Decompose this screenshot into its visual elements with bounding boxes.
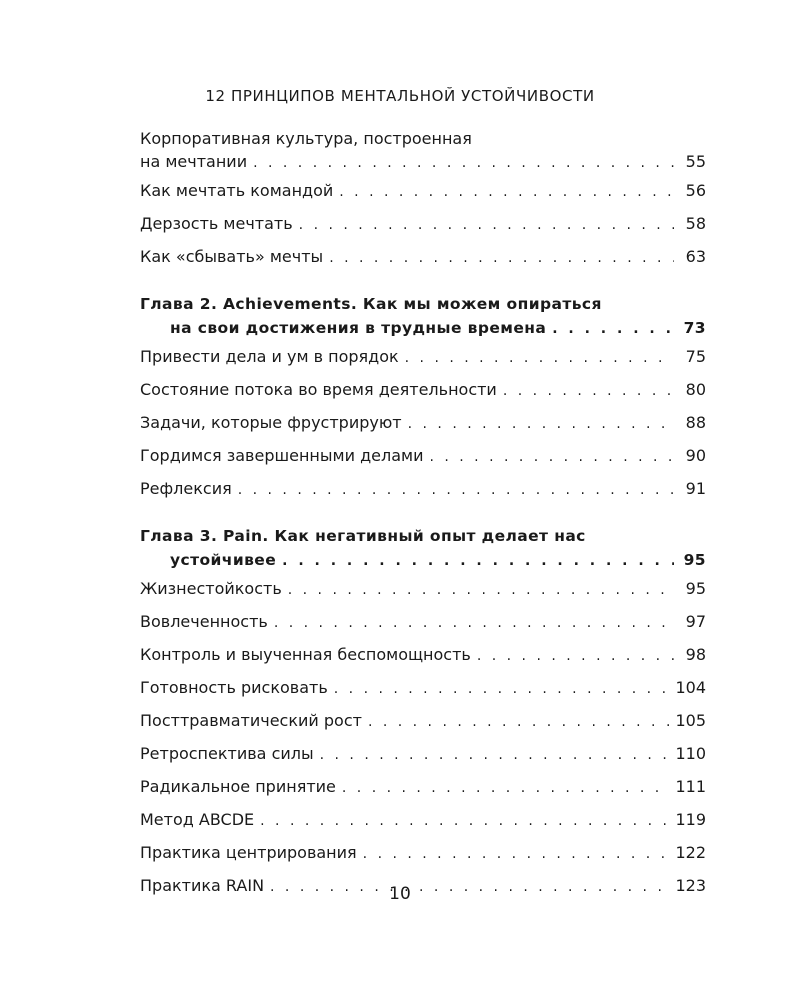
- toc-entry: [140, 837, 706, 870]
- toc-entry-title: Рефлексия: [140, 479, 232, 498]
- leader-dots: [274, 608, 674, 639]
- toc-entry-title: Практика RAIN: [140, 876, 265, 895]
- toc-entry-page: 119: [675, 810, 706, 829]
- toc-entry-page: 95: [685, 579, 706, 598]
- chapter-title-line2: на свои достижения в трудные времена: [170, 319, 547, 337]
- toc-entry-page: 56: [685, 181, 706, 200]
- chapter-heading: [140, 292, 706, 341]
- leader-dots: [408, 409, 674, 440]
- chapter-page: 95: [683, 551, 706, 569]
- toc-entry-title-line1: Корпоративная культура, построенная: [140, 129, 472, 148]
- leader-dots: [253, 152, 674, 175]
- leader-dots: [299, 210, 674, 241]
- toc-entry: [140, 738, 706, 771]
- toc-entry-title: Как «сбывать» мечты: [140, 247, 324, 266]
- leader-dots: [282, 549, 674, 573]
- leader-dots: [334, 674, 670, 705]
- table-of-contents: [140, 127, 706, 903]
- toc-entry-title: Дерзость мечтать: [140, 214, 293, 233]
- leader-dots: [477, 641, 674, 672]
- leader-dots: [238, 475, 674, 506]
- chapter-title-line1: Глава 2. Achievements. Как мы можем опираться: [140, 295, 602, 313]
- leader-dots: [320, 740, 670, 771]
- leader-dots: [329, 243, 674, 274]
- leader-dots: [342, 773, 670, 804]
- chapter-title-line2: устойчивее: [170, 551, 277, 569]
- toc-entry: [140, 175, 706, 208]
- toc-entry: [140, 407, 706, 440]
- toc-entry-title: Готовность рисковать: [140, 678, 328, 697]
- toc-entry-title: Как мечтать командой: [140, 181, 334, 200]
- leader-dots: [339, 177, 674, 208]
- toc-entry-title: Вовлеченность: [140, 612, 268, 631]
- toc-entry-page: 80: [685, 380, 706, 399]
- toc-entry-title: Радикальное принятие: [140, 777, 336, 796]
- chapter-heading: [140, 524, 706, 573]
- toc-entry: [140, 241, 706, 274]
- toc-entry-title: Привести дела и ум в порядок: [140, 347, 399, 366]
- toc-entry-page: 97: [685, 612, 706, 631]
- toc-entry: [140, 374, 706, 407]
- toc-entry-title: Задачи, которые фрустрируют: [140, 413, 402, 432]
- toc-entry: [140, 127, 706, 175]
- toc-entry-page: 111: [675, 777, 706, 796]
- leader-dots: [288, 575, 674, 606]
- toc-entry-page: 110: [675, 744, 706, 763]
- toc-entry-page: 88: [685, 413, 706, 432]
- toc-entry-title-line2: на мечтании: [140, 152, 248, 171]
- toc-entry-page: 123: [675, 876, 706, 895]
- running-head: 12 ПРИНЦИПОВ МЕНТАЛЬНОЙ УСТОЙЧИВОСТИ: [205, 87, 595, 105]
- chapter-title-line1: Глава 3. Pain. Как негативный опыт делает нас: [140, 527, 586, 545]
- leader-dots: [503, 376, 674, 407]
- toc-entry: [140, 804, 706, 837]
- leader-dots: [260, 806, 669, 837]
- toc-entry-page: 55: [685, 152, 706, 171]
- toc-entry-title: Посттравматический рост: [140, 711, 362, 730]
- toc-entry: [140, 573, 706, 606]
- page-number: 10: [389, 884, 411, 904]
- toc-entry-title: Контроль и выученная беспомощность: [140, 645, 471, 664]
- toc-entry-page: 98: [685, 645, 706, 664]
- toc-entry-title: Жизнестойкость: [140, 579, 282, 598]
- toc-entry-page: 91: [685, 479, 706, 498]
- toc-entry-page: 58: [685, 214, 706, 233]
- toc-entry: [140, 208, 706, 241]
- toc-entry: [140, 440, 706, 473]
- toc-entry: [140, 771, 706, 804]
- toc-entry-page: 105: [675, 711, 706, 730]
- toc-entry-page: 90: [685, 446, 706, 465]
- leader-dots: [429, 442, 674, 473]
- toc-entry-title: Состояние потока во время деятельности: [140, 380, 497, 399]
- leader-dots: [552, 317, 674, 341]
- leader-dots: [363, 839, 670, 870]
- toc-entry-title: Метод ABCDE: [140, 810, 255, 829]
- toc-entry-page: 63: [685, 247, 706, 266]
- toc-entry-title: Практика центрирования: [140, 843, 357, 862]
- toc-entry: [140, 672, 706, 705]
- toc-entry-title: Гордимся завершенными делами: [140, 446, 424, 465]
- toc-entry-title: Ретроспектива силы: [140, 744, 314, 763]
- toc-entry-page: 75: [685, 347, 706, 366]
- toc-entry-page: 122: [675, 843, 706, 862]
- toc-entry-page: 104: [675, 678, 706, 697]
- toc-entry: [140, 705, 706, 738]
- leader-dots: [368, 707, 670, 738]
- toc-entry: [140, 639, 706, 672]
- toc-entry: [140, 341, 706, 374]
- toc-entry: [140, 473, 706, 506]
- leader-dots: [405, 343, 674, 374]
- toc-entry: [140, 606, 706, 639]
- chapter-page: 73: [683, 319, 706, 337]
